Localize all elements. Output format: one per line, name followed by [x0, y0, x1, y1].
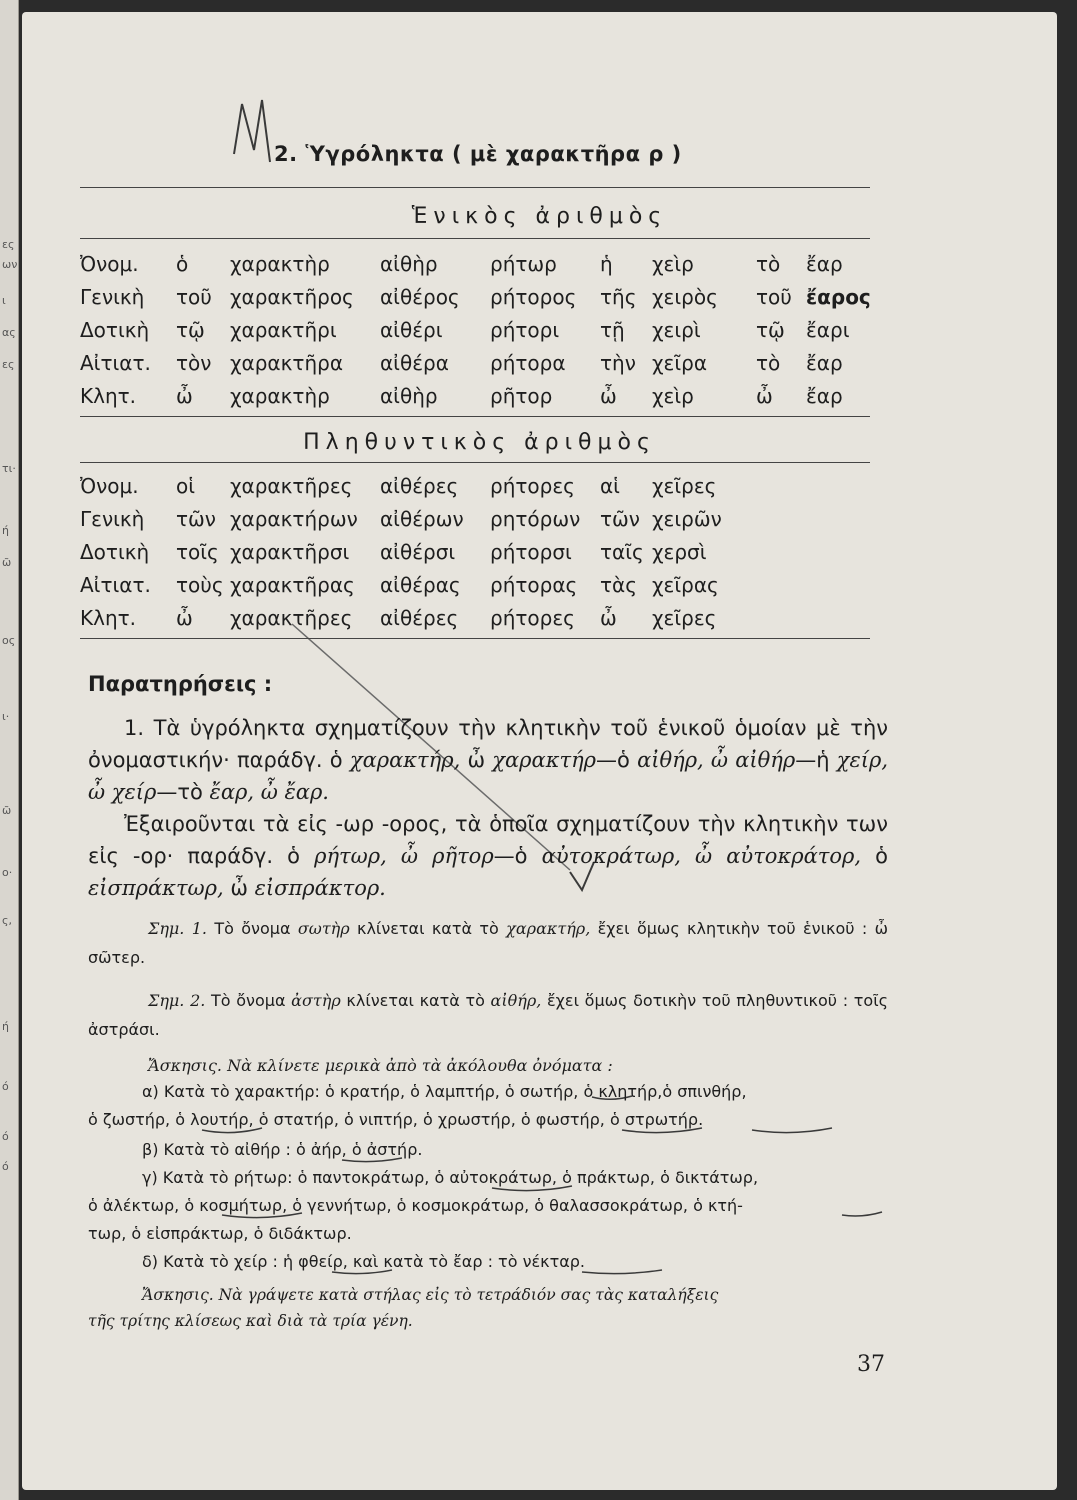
case-label: Κλητ.	[80, 606, 137, 630]
page-number: 37	[857, 1352, 885, 1377]
word-form: αἰθέρσι	[380, 540, 456, 564]
article: τὴν	[600, 351, 636, 375]
exercise-2-line: Ἄσκησις. Νὰ γράψετε κατὰ στήλας εἰς τὸ τετράδιόν σας τὰς καταλήξεις	[142, 1286, 719, 1304]
article: τῷ	[756, 318, 785, 342]
article: οἱ	[176, 474, 196, 498]
article: τὰς	[600, 573, 637, 597]
observation-paragraph-2	[88, 808, 888, 904]
example-word: χαρακτήρ	[492, 748, 597, 772]
word-form: χειρῶν	[652, 507, 722, 531]
prev-page-fragment: ό	[2, 1160, 9, 1173]
word-form: αἰθέρας	[380, 573, 461, 597]
prev-page-fragment: ς,	[2, 914, 12, 927]
note-label: Σημ. 1.	[148, 919, 207, 938]
exercise-2-line: τῆς τρίτης κλίσεως καὶ διὰ τὰ τρία γένη.	[88, 1312, 413, 1330]
word-form: χαρακτῆρα	[230, 351, 343, 375]
word-form: χαρακτῆρας	[230, 573, 355, 597]
case-label: Αἰτιατ.	[80, 351, 151, 375]
prev-page-fragment: ες	[2, 358, 15, 371]
article: αἱ	[600, 474, 620, 498]
note-text: Τὸ ὄνομα	[205, 991, 292, 1010]
article: ὦ	[600, 606, 617, 630]
prev-page-fragment: ῶ	[2, 556, 12, 569]
article: ὦ	[176, 384, 193, 408]
exercise-line: α) Κατὰ τὸ χαρακτήρ: ὁ κρατήρ, ὁ λαμπτήρ, ὁ σωτήρ, ὁ κλητήρ,ὁ σπινθήρ,	[142, 1082, 747, 1101]
word-form: χαρακτὴρ	[230, 252, 330, 276]
paragraph-text: —τὸ	[156, 780, 210, 804]
word-form: χειρὶ	[652, 318, 701, 342]
word-form: χαρακτήρων	[230, 507, 358, 531]
article: τῷ	[176, 318, 205, 342]
book-page	[22, 12, 1057, 1490]
word-form: αἰθέρα	[380, 351, 449, 375]
article: τὸ	[756, 351, 781, 375]
word-form: χεῖρα	[652, 351, 708, 375]
note-text: κλίνεται κατὰ τὸ	[340, 991, 491, 1010]
paragraph-text: Ἐξαιροῦνται τὰ εἰς -ωρ -ορος, τὰ ὁποῖα σχηματίζουν τὴν κλητικὴν των εἰς -ορ· παράδγ. ὁ	[88, 812, 888, 868]
note-label: Σημ. 2.	[148, 991, 206, 1010]
word-form: ρήτωρ	[490, 252, 557, 276]
plural-heading-rule	[80, 462, 870, 463]
word-form: χαρακτῆρες	[230, 606, 353, 630]
word-form: ρήτορος	[490, 285, 577, 309]
word-form: χαρακτὴρ	[230, 384, 330, 408]
word-form: αἰθέρων	[380, 507, 464, 531]
plural-top-rule	[80, 416, 870, 417]
word-form: ἔαρ	[806, 252, 843, 276]
article: τὸν	[176, 351, 212, 375]
article: τῆς	[600, 285, 637, 309]
word-form: ρήτορες	[490, 606, 575, 630]
paragraph-text: —ὁ	[493, 844, 542, 868]
prev-page-fragment: ας	[2, 326, 16, 339]
example-word: αἰθήρ, ὦ αἰθήρ	[637, 748, 796, 772]
word-form: χεῖρες	[652, 606, 717, 630]
article: ὦ	[600, 384, 617, 408]
note-text: ἔχει ὅμως δοτικὴν τοῦ πληθυντικοῦ : τοῖς ἀστράσι.	[88, 991, 888, 1039]
word-form: χεῖρες	[652, 474, 717, 498]
word-form: αἰθὴρ	[380, 384, 438, 408]
prev-page-fragment: ή	[2, 524, 9, 537]
prev-page-fragment: ῶ	[2, 804, 12, 817]
word-form: ρήτορι	[490, 318, 560, 342]
note-word: σωτὴρ	[297, 919, 350, 938]
prev-page-fragment: ό	[2, 1130, 9, 1143]
note-1	[88, 914, 888, 972]
word-form: ρήτορα	[490, 351, 566, 375]
paragraph-text: ὁ	[861, 844, 889, 868]
word-form: ρήτορες	[490, 474, 575, 498]
case-label: Ὀνομ.	[80, 252, 139, 276]
exercise-line: τωρ, ὁ εἰσπράκτωρ, ὁ διδάκτωρ.	[88, 1224, 352, 1243]
observations-title: Παρατηρήσεις :	[88, 672, 273, 696]
previous-page-edge	[0, 0, 19, 1500]
table-bottom-rule	[80, 638, 870, 639]
case-label: Αἰτιατ.	[80, 573, 151, 597]
word-form: ρῆτορ	[490, 384, 553, 408]
note-2	[88, 986, 888, 1044]
case-label: Κλητ.	[80, 384, 137, 408]
article: ὁ	[176, 252, 189, 276]
paragraph-text: —ἡ	[795, 748, 837, 772]
word-form: χαρακτῆρι	[230, 318, 337, 342]
section-title: 2. Ὑγρόληκτα ( μὲ χαρακτῆρα ρ )	[274, 142, 682, 166]
word-form: χερσὶ	[652, 540, 707, 564]
paragraph-text: ὦ	[460, 748, 493, 772]
case-label: Γενικὴ	[80, 507, 145, 531]
article: ὦ	[756, 384, 773, 408]
example-word: χείρ, ὦ χείρ	[88, 748, 888, 804]
singular-heading-rule	[80, 238, 870, 239]
word-form: ἔαρ	[806, 351, 843, 375]
article: τοῦ	[756, 285, 792, 309]
word-form: χεὶρ	[652, 252, 694, 276]
example-word: αὐτοκράτωρ, ὦ αὐτοκράτορ,	[541, 844, 862, 868]
example-word: ρήτωρ, ὦ ρῆτορ	[314, 844, 494, 868]
prev-page-fragment: ό	[2, 1080, 9, 1093]
prev-page-fragment: τι·	[2, 462, 16, 475]
example-word: εἰσπράκτωρ,	[88, 876, 224, 900]
note-text: Τὸ ὄνομα	[207, 919, 298, 938]
observation-paragraph-1	[88, 712, 888, 808]
prev-page-fragment: ι	[2, 294, 6, 307]
word-form: ρητόρων	[490, 507, 581, 531]
page-edge-shadow	[1059, 20, 1071, 1480]
word-form: ἔαρος	[806, 285, 871, 309]
word-form: αἰθέρος	[380, 285, 460, 309]
article: τῶν	[600, 507, 640, 531]
exercise-line: δ) Κατὰ τὸ χείρ : ἡ φθείρ, καὶ κατὰ τὸ ἔαρ : τὸ νέκταρ.	[142, 1252, 585, 1271]
exercise-1-heading: Ἄσκησις. Νὰ κλίνετε μερικὰ ἀπὸ τὰ ἀκόλουθα ὀνόματα :	[148, 1056, 613, 1075]
word-form: χειρὸς	[652, 285, 718, 309]
prev-page-fragment: ο·	[2, 866, 13, 879]
prev-page-fragment: ες	[2, 238, 15, 251]
word-form: αἰθέρι	[380, 318, 443, 342]
prev-page-fragment: ων	[2, 258, 18, 271]
word-form: ἔαρι	[806, 318, 850, 342]
article: ταῖς	[600, 540, 644, 564]
article: ὦ	[176, 606, 193, 630]
exercise-line: β) Κατὰ τὸ αἰθήρ : ὁ ἀήρ, ὁ ἀστήρ.	[142, 1140, 423, 1159]
word-form: χαρακτῆρες	[230, 474, 353, 498]
exercise-line: γ) Κατὰ τὸ ρήτωρ: ὁ παντοκράτωρ, ὁ αὐτοκράτωρ, ὁ πράκτωρ, ὁ δικτάτωρ,	[142, 1168, 759, 1187]
word-form: ρήτορσι	[490, 540, 572, 564]
case-label: Δοτικὴ	[80, 540, 150, 564]
word-form: ἔαρ	[806, 384, 843, 408]
word-form: χαρακτῆρσι	[230, 540, 350, 564]
prev-page-fragment: ος	[2, 634, 16, 647]
article: ἡ	[600, 252, 613, 276]
exercise-line: ὁ ἀλέκτωρ, ὁ κοσμήτωρ, ὁ γεννήτωρ, ὁ κοσμοκράτωρ, ὁ θαλασσοκράτωρ, ὁ κτή-	[88, 1196, 743, 1215]
paragraph-text: —ὁ	[596, 748, 638, 772]
article: τοῦ	[176, 285, 212, 309]
singular-heading: Ἑνικὸς ἀριθμὸς	[411, 204, 668, 229]
note-text: κλίνεται κατὰ τὸ	[349, 919, 507, 938]
article: τῇ	[600, 318, 625, 342]
word-form: χεὶρ	[652, 384, 694, 408]
word-form: αἰθέρες	[380, 606, 459, 630]
prev-page-fragment: ι·	[2, 710, 10, 723]
note-word: χαρακτήρ,	[506, 919, 591, 938]
note-text: ἔχει ὅμως κλητικὴν τοῦ ἑνικοῦ : ὦ σῶτερ.	[88, 919, 889, 967]
note-word: αἰθήρ,	[490, 991, 542, 1010]
word-form: αἰθὴρ	[380, 252, 438, 276]
handwritten-m-mark	[234, 100, 270, 162]
word-form: ρήτορας	[490, 573, 578, 597]
prev-page-fragment: ή	[2, 1020, 9, 1033]
case-label: Γενικὴ	[80, 285, 145, 309]
word-form: αἰθέρες	[380, 474, 459, 498]
paragraph-text: 1. Τὰ ὑγρόληκτα σχηματίζουν τὴν κλητικὴν τοῦ ἑνικοῦ ὁμοίαν μὲ τὴν ὀνομαστικήν· παράδγ. ὁ	[88, 716, 888, 772]
article: τοὺς	[176, 573, 224, 597]
article: τοῖς	[176, 540, 219, 564]
paragraph-text: ὦ	[223, 876, 255, 900]
example-word: ἔαρ, ὦ ἔαρ.	[209, 780, 329, 804]
example-word: εἰσπράκτορ.	[254, 876, 386, 900]
example-word: χαρακτήρ,	[349, 748, 461, 772]
note-word: ἀστὴρ	[291, 991, 341, 1010]
case-label: Ὀνομ.	[80, 474, 139, 498]
exercise-line: ὁ ζωστήρ, ὁ λουτήρ, ὁ στατήρ, ὁ νιπτήρ, ὁ χρωστήρ, ὁ φωστήρ, ὁ στρωτήρ.	[88, 1110, 704, 1129]
word-form: χαρακτῆρος	[230, 285, 354, 309]
case-label: Δοτικὴ	[80, 318, 150, 342]
word-form: χεῖρας	[652, 573, 719, 597]
article: τῶν	[176, 507, 216, 531]
table-top-rule	[80, 187, 870, 188]
article: τὸ	[756, 252, 781, 276]
plural-heading: Πληθυντικὸς ἀριθμὸς	[303, 430, 656, 455]
